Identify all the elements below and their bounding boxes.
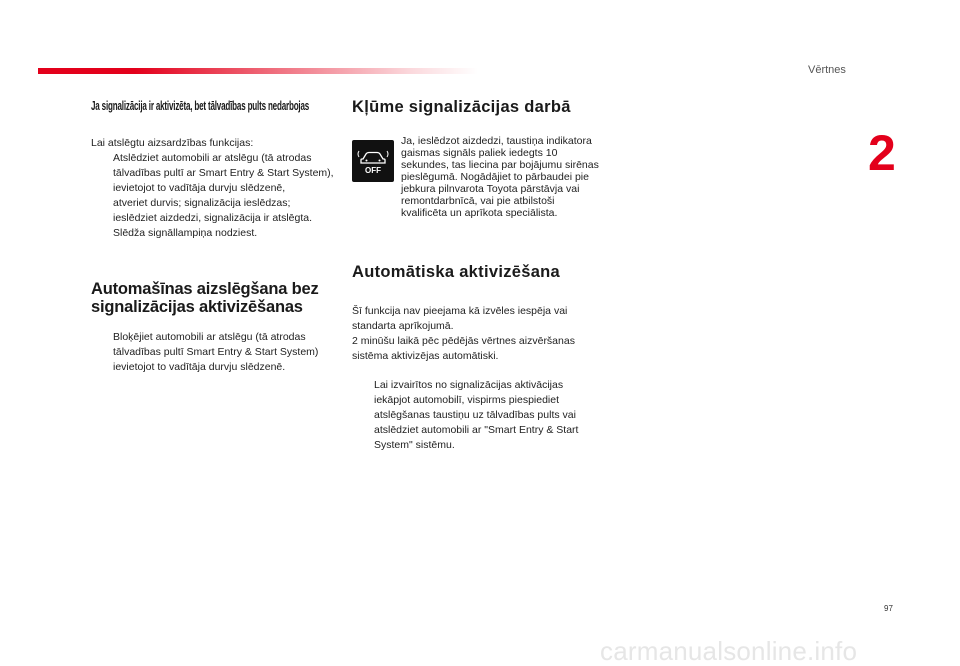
right-column: [352, 98, 602, 453]
bullet-list-unlock: [91, 151, 341, 241]
alarm-off-icon: [352, 140, 394, 182]
list-item: ieslēdziet aizdedzi, signalizācija ir atslēgta. Slēdža signāllampiņa nodziest.: [113, 212, 313, 239]
section-heading-auto-activation: Automātiska aktivizēšana: [352, 263, 561, 281]
header-accent-bar: [38, 68, 478, 74]
watermark: carmanualsonline.info: [600, 636, 858, 666]
alarm-fault-row: [352, 135, 602, 257]
bullet-list-auto: [352, 378, 602, 453]
list-item: Atslēdziet automobili ar atslēgu (tā atrodas tālvadības pultī ar Smart Entry & Start System), ievietojot to vadītāja durvju slēdzenē,: [113, 152, 334, 194]
list-item: Bloķējiet automobili ar atslēgu (tā atrodas tālvadības pultī Smart Entry & Start System) ievietojot to vadītāja durvju slēdzenē.: [113, 331, 319, 373]
page-number: 97: [884, 604, 893, 613]
intro-text: Lai atslēgtu aizsardzības funkcijas:: [91, 137, 254, 149]
list-item: atveriet durvis; signalizācija ieslēdzas;: [113, 197, 291, 209]
alarm-fault-text: Ja, ieslēdzot aizdedzi, taustiņa indikatora gaismas signāls paliek iedegts 10 sekundes, tas liecina par bojājumu sirēnas pieslēgumā. Nogādājiet to pārbaudei pie jebkura pilnvarota Toyota pārstāvja vai remontdarbnīcā, vai pie atbilstoši kvalificēta un aprīkota speciālista.: [401, 135, 599, 219]
chapter-number: 2: [868, 125, 896, 181]
bullet-list-lock: [91, 330, 341, 375]
section-heading-lock-without-alarm: Automašīnas aizslēgšana bez signalizācijas aktivizēšanas: [91, 280, 319, 316]
chapter-title: Vērtnes: [808, 64, 846, 76]
list-item: Lai izvairītos no signalizācijas aktivācijas iekāpjot automobilī, vispirms piespiediet atslēgšanas taustiņu uz tālvadības pults vai atslēdziet automobili ar "Smart Entry & Start System" sistēmu.: [374, 379, 579, 451]
section-heading-alarm-fault: Kļūme signalizācijas darbā: [352, 98, 571, 116]
section-heading-alarm-remote: Ja signalizācija ir aktivizēta, bet tālvadības pults nedarbojas: [91, 98, 310, 113]
left-column: [91, 98, 341, 375]
auto-activation-text: Šī funkcija nav pieejama kā izvēles iespēja vai standarta aprīkojumā. 2 minūšu laikā pēc pēdējās vērtnes aizvēršanas sistēma aktivizējas automātiski.: [352, 305, 575, 362]
alarm-off-label: OFF: [365, 166, 381, 175]
